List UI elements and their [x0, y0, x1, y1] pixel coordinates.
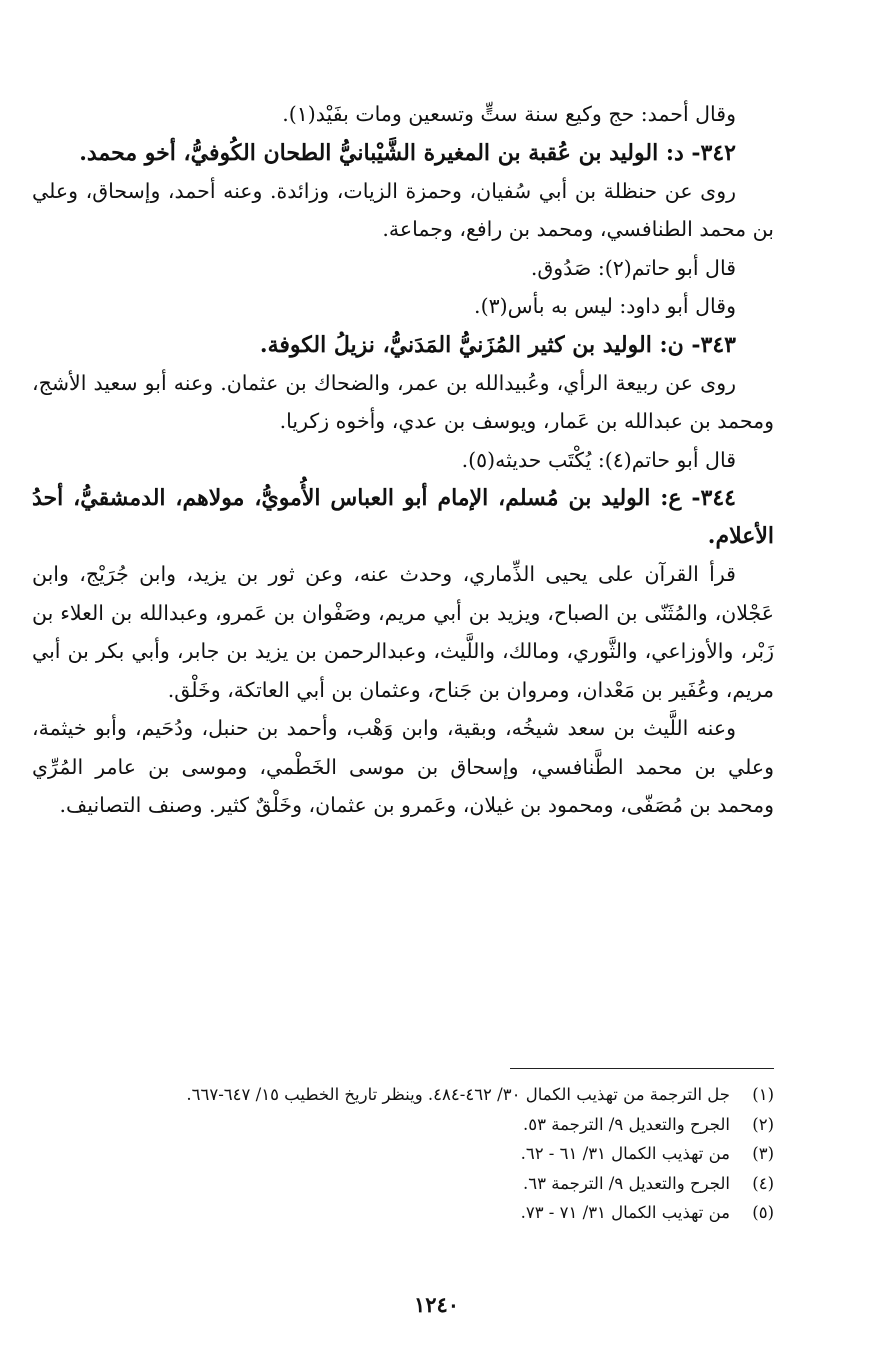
footnote-text: الجرح والتعديل ٩/ الترجمة ٦٣. [523, 1173, 730, 1193]
paragraph: روى عن حنظلة بن أبي سُفيان، وحمزة الزيات، وزائدة. وعنه أحمد، وإسحاق، وعلي بن محمد الطنافسي، ومحمد بن رافع، وجماعة. [32, 178, 774, 241]
main-text [32, 95, 774, 825]
footnote-text: من تهذيب الكمال ٣١/ ٧١ - ٧٣. [520, 1203, 730, 1222]
footnote [32, 1080, 774, 1110]
page-number: ١٢٤٠ [413, 1292, 460, 1317]
footnote [32, 1110, 774, 1140]
footnote-text: من تهذيب الكمال ٣١/ ٦١ - ٦٢. [520, 1144, 730, 1163]
entry-heading-343: ٣٤٣- ن: الوليد بن كثير المُزَنيُّ المَدَنيُّ، نزيلُ الكوفة. [259, 331, 736, 358]
entry-heading-344: ٣٤٤- ع: الوليد بن مُسلم، الإمام أبو العباس الأُمويُّ، مولاهم، الدمشقيُّ، أحدُ الأعلام. [32, 485, 774, 549]
paragraph: قال أبو حاتم(٢): صَدُوق. [530, 255, 736, 280]
paragraph: وقال أحمد: حج وكيع سنة ستٍّ وتسعين ومات بفَيْد(١). [282, 102, 736, 126]
footnote [32, 1169, 774, 1199]
footnote-text: جل الترجمة من تهذيب الكمال ٣٠/ ٤٦٢-٤٨٤. وينظر تاريخ الخطيب ١٥/ ٦٤٧-٦٦٧. [186, 1085, 730, 1104]
footnote-number: (٣) [752, 1144, 774, 1163]
paragraph: قال أبو حاتم(٤): يُكْتَب حديثه(٥). [461, 447, 736, 472]
footnote-number: (٥) [752, 1203, 774, 1222]
entry-heading-342: ٣٤٢- د: الوليد بن عُقبة بن المغيرة الشَّيْبانيُّ الطحان الكُوفيُّ، أخو محمد. [79, 139, 736, 166]
footnote-number: (٢) [752, 1114, 774, 1134]
paragraph: وقال أبو داود: ليس به بأس(٣). [474, 294, 736, 318]
footnote [32, 1198, 774, 1228]
paragraph: قرأ القرآن على يحيى الذِّماري، وحدث عنه، وعن ثور بن يزيد، وابن جُرَيْج، وابن عَجْلان، والمُثَنّى بن الصباح، ويزيد بن أبي مريم، وصَفْوان بن عَمرو، وعبدالله بن العلاء بن زَبْر، والأوزاعي، والثَّوري، ومالك، واللَّيث، وعبدالرحمن بن يزيد بن جابر، وأبي بكر بن أبي مريم، وعُفَير بن مَعْدان، ومروان بن جَناح، وعثمان بن أبي العاتكة، وخَلْق. [32, 562, 774, 702]
footnote [32, 1139, 774, 1169]
footnote-number: (٤) [752, 1173, 774, 1193]
footnotes [32, 1080, 774, 1228]
footnote-separator [510, 1068, 774, 1069]
paragraph: وعنه اللَّيث بن سعد شيخُه، وبقية، وابن وَهْب، وأحمد بن حنبل، ودُحَيم، وأبو خيثمة، وعلي بن محمد الطَّنافسي، وإسحاق بن موسى الخَطْمي، وموسى بن عامر المُرِّي ومحمد بن مُصَفّى، ومحمود بن غيلان، وعَمرو بن عثمان، وخَلْقٌ كثير. وصنف التصانيف. [32, 716, 774, 817]
footnote-number: (١) [752, 1085, 774, 1104]
paragraph: روى عن ربيعة الرأي، وعُبيدالله بن عمر، والضحاك بن عثمان. وعنه أبو سعيد الأشج، ومحمد بن عبدالله بن عَمار، ويوسف بن عدي، وأخوه زكريا. [32, 370, 774, 433]
footnote-text: الجرح والتعديل ٩/ الترجمة ٥٣. [523, 1114, 730, 1134]
